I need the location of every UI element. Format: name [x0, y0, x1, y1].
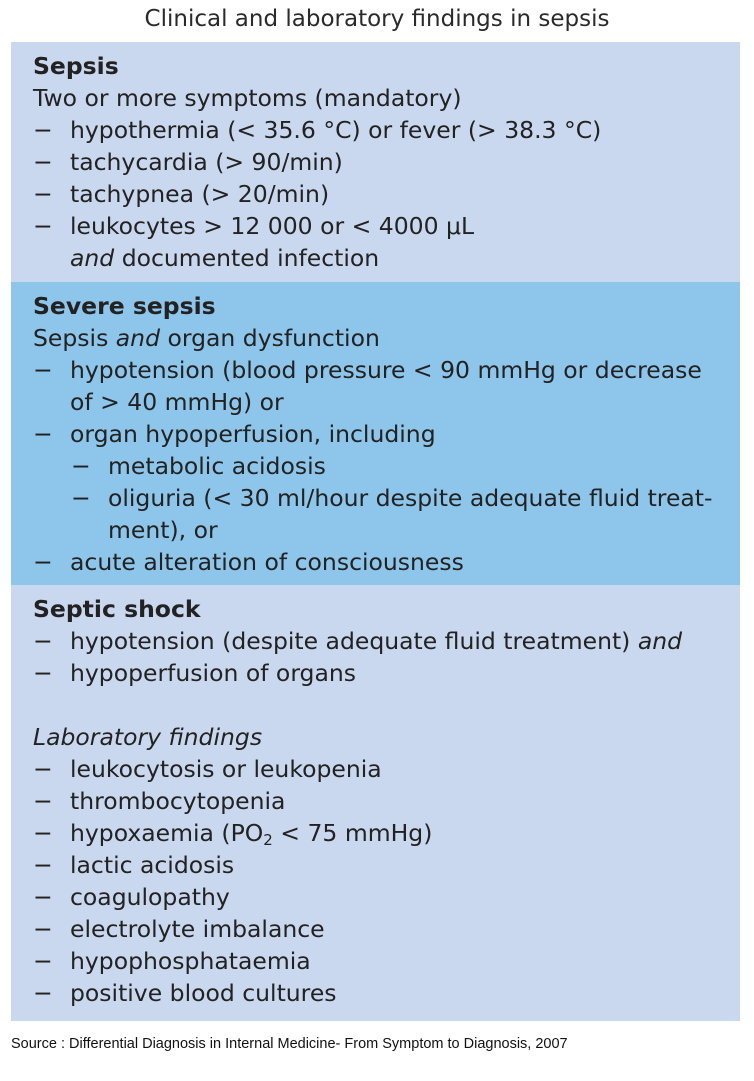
- source-citation: Source : Differential Diagnosis in Internal Medicine- From Symptom to Diagnosis, 2007: [11, 1036, 568, 1052]
- list-item: − lactic acidosis: [33, 851, 235, 879]
- list-item: − hypothermia (< 35.6 °C) or fever (> 38.3 °C): [33, 116, 602, 144]
- dash-bullet: −: [33, 627, 53, 655]
- dash-bullet: −: [33, 659, 53, 687]
- list-item: − leukocytosis or leukopenia: [33, 755, 382, 783]
- dash-bullet: −: [33, 819, 53, 847]
- dash-bullet: −: [33, 148, 53, 176]
- section-spacer: [33, 689, 740, 721]
- list-item: − organ hypoperfusion, including: [33, 420, 436, 448]
- septic-shock-section: [11, 585, 740, 1021]
- list-item: − tachycardia (> 90/min): [33, 148, 343, 176]
- laboratory-findings-heading: Laboratory findings: [33, 723, 263, 751]
- sepsis-heading: Sepsis: [33, 52, 119, 80]
- table-title: Clinical and laboratory findings in sepsis: [144, 6, 610, 32]
- dash-bullet: −: [33, 755, 53, 783]
- sub-list-item: − oliguria (< 30 ml/hour despite adequate fluid treat-: [71, 484, 713, 512]
- dash-bullet: −: [33, 180, 53, 208]
- sepsis-section: [11, 42, 740, 282]
- list-item: − acute alteration of consciousness: [33, 548, 464, 576]
- list-item: − leukocytes > 12 000 or < 4000 μL: [33, 212, 475, 240]
- dash-bullet: −: [33, 356, 53, 384]
- dash-bullet: −: [71, 484, 91, 512]
- sub-list-item-continuation: ment), or: [108, 516, 218, 544]
- list-item: − hypotension (blood pressure < 90 mmHg or decrease: [33, 356, 702, 384]
- sub-list-item: − metabolic acidosis: [71, 452, 326, 480]
- dash-bullet: −: [33, 979, 53, 1007]
- dash-bullet: −: [33, 883, 53, 911]
- list-item: − hypoperfusion of organs: [33, 659, 357, 687]
- sepsis-intro: Two or more symptoms (mandatory): [33, 84, 462, 112]
- list-item: − positive blood cultures: [33, 979, 337, 1007]
- list-item: − thrombocytopenia: [33, 787, 286, 815]
- dash-bullet: −: [33, 212, 53, 240]
- list-item: − hypotension (despite adequate fluid treatment) and: [33, 627, 683, 655]
- septic-shock-heading: Septic shock: [33, 595, 201, 623]
- dash-bullet: −: [33, 851, 53, 879]
- list-item: − tachypnea (> 20/min): [33, 180, 330, 208]
- severe-sepsis-heading: Severe sepsis: [33, 292, 216, 320]
- dash-bullet: −: [33, 548, 53, 576]
- dash-bullet: −: [33, 787, 53, 815]
- list-item: − electrolyte imbalance: [33, 915, 325, 943]
- dash-bullet: −: [33, 420, 53, 448]
- list-item-continuation: of > 40 mmHg) or: [70, 388, 284, 416]
- dash-bullet: −: [71, 452, 91, 480]
- documented-infection-line: and documented infection: [70, 244, 380, 272]
- severe-sepsis-section: [11, 282, 740, 585]
- severe-sepsis-intro: Sepsis and organ dysfunction: [33, 324, 380, 352]
- dash-bullet: −: [33, 947, 53, 975]
- dash-bullet: −: [33, 116, 53, 144]
- list-item: − coagulopathy: [33, 883, 230, 911]
- list-item: − hypoxaemia ($PO_2 < 75$ mmHg): [33, 819, 433, 849]
- list-item: − hypophosphataemia: [33, 947, 311, 975]
- dash-bullet: −: [33, 915, 53, 943]
